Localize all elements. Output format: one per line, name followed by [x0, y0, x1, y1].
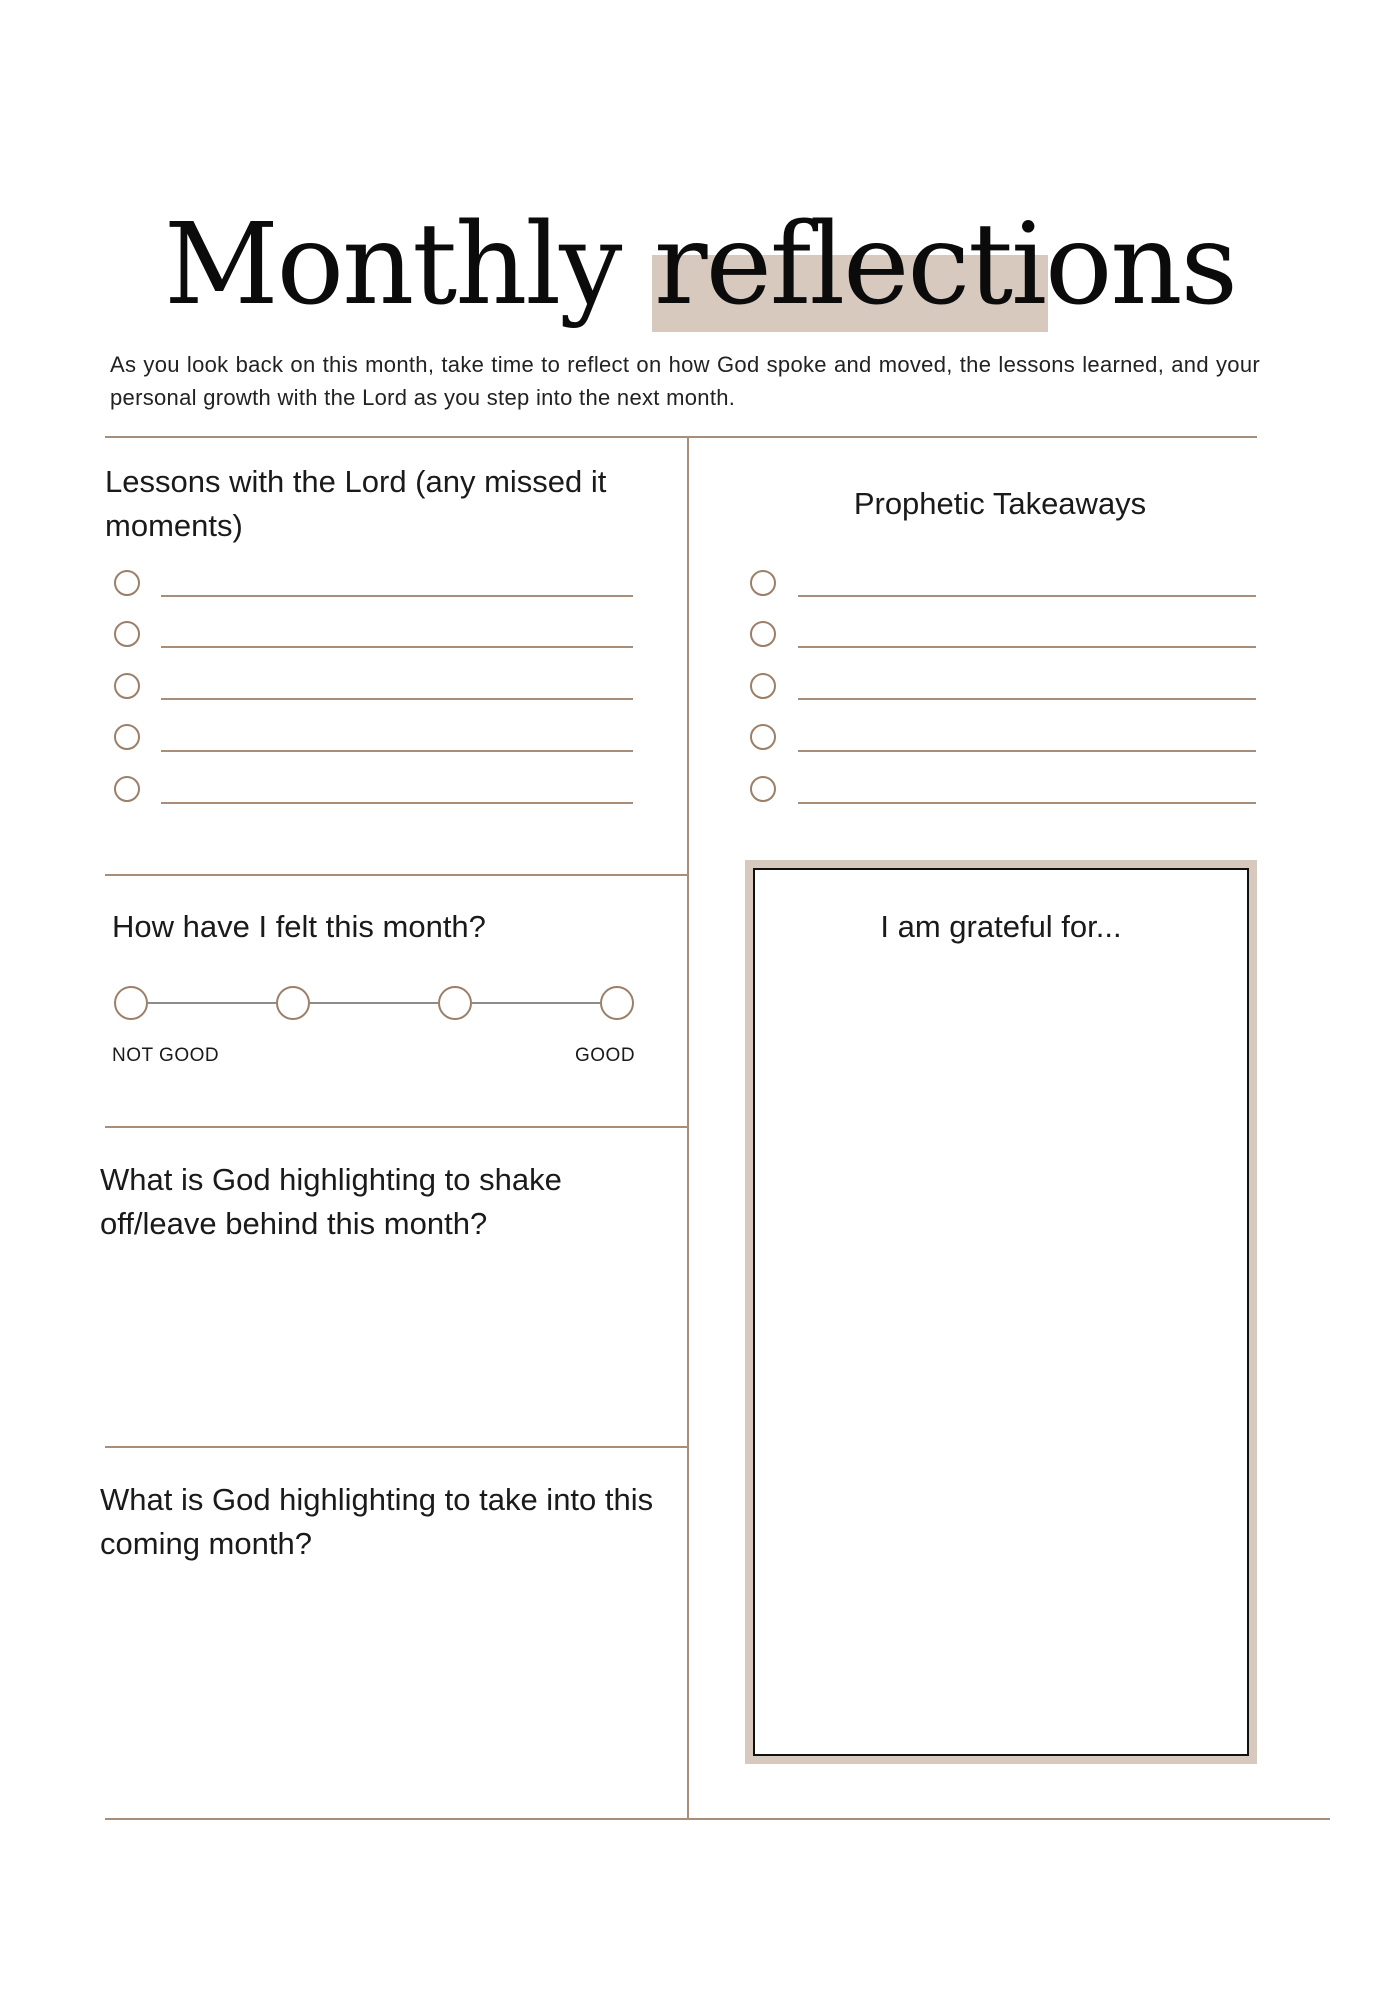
shake-off-writing-area[interactable]: [100, 1250, 670, 1430]
section-divider-1: [105, 874, 688, 876]
top-divider: [105, 436, 1257, 438]
prophetic-checkbox-2[interactable]: [750, 621, 776, 647]
prophetic-write-line-5[interactable]: [798, 802, 1256, 804]
mood-option-4[interactable]: [600, 986, 634, 1020]
column-divider: [687, 437, 689, 1819]
lessons-write-line-5[interactable]: [161, 802, 633, 804]
page-title-text: Monthly reflections: [163, 200, 1237, 330]
mood-connector-2: [310, 1002, 438, 1004]
mood-option-3[interactable]: [438, 986, 472, 1020]
lessons-checkbox-1[interactable]: [114, 570, 140, 596]
mood-heading: How have I felt this month?: [112, 909, 486, 944]
bottom-divider: [105, 1818, 1330, 1820]
prophetic-checkbox-5[interactable]: [750, 776, 776, 802]
prophetic-write-line-2[interactable]: [798, 646, 1256, 648]
intro-paragraph: As you look back on this month, take time to reflect on how God spoke and moved, the lessons learned, and your personal growth with the Lord as you step into the next month.: [110, 352, 1260, 410]
section-divider-3: [105, 1446, 688, 1448]
lessons-write-line-1[interactable]: [161, 595, 633, 597]
grateful-box[interactable]: [753, 868, 1249, 1756]
prophetic-checkbox-4[interactable]: [750, 724, 776, 750]
take-into-writing-area[interactable]: [100, 1570, 670, 1800]
lessons-heading: Lessons with the Lord (any missed it moments): [105, 464, 607, 543]
mood-high-label: GOOD: [575, 1045, 636, 1066]
shake-off-heading: What is God highlighting to shake off/leave behind this month?: [100, 1162, 562, 1241]
prophetic-write-line-1[interactable]: [798, 595, 1256, 597]
lessons-checkbox-2[interactable]: [114, 621, 140, 647]
prophetic-write-line-3[interactable]: [798, 698, 1256, 700]
lessons-write-line-3[interactable]: [161, 698, 633, 700]
mood-connector-1: [148, 1002, 276, 1004]
mood-option-1[interactable]: [114, 986, 148, 1020]
lessons-checkbox-3[interactable]: [114, 673, 140, 699]
lessons-write-line-2[interactable]: [161, 646, 633, 648]
lessons-checkbox-5[interactable]: [114, 776, 140, 802]
mood-connector-3: [472, 1002, 600, 1004]
lessons-write-line-4[interactable]: [161, 750, 633, 752]
prophetic-heading: Prophetic Takeaways: [853, 486, 1147, 521]
prophetic-checkbox-1[interactable]: [750, 570, 776, 596]
prophetic-checkbox-3[interactable]: [750, 673, 776, 699]
take-into-heading: What is God highlighting to take into this coming month?: [100, 1482, 654, 1561]
prophetic-write-line-4[interactable]: [798, 750, 1256, 752]
grateful-heading: I am grateful for...: [880, 909, 1122, 944]
mood-option-2[interactable]: [276, 986, 310, 1020]
mood-low-label: NOT GOOD: [112, 1045, 220, 1066]
page-title: [0, 195, 1400, 335]
section-divider-2: [105, 1126, 688, 1128]
lessons-checkbox-4[interactable]: [114, 724, 140, 750]
